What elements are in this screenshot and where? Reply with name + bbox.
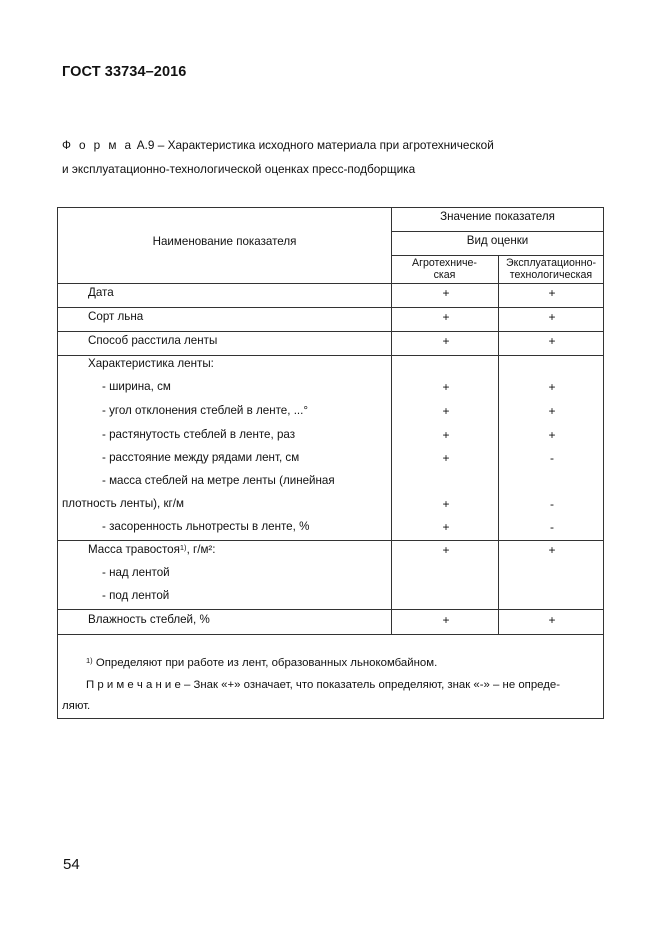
- cell-agro: +: [442, 497, 450, 511]
- row-sep: [58, 540, 604, 541]
- col-header-expl-2: технологическая: [509, 269, 593, 281]
- row-label: - масса стеблей на метре ленты (линейная: [102, 474, 335, 487]
- footnote: [86, 656, 437, 670]
- characteristics-table: [57, 207, 604, 719]
- document-header: ГОСТ 33734–2016: [62, 64, 187, 80]
- cell-agro: +: [442, 613, 450, 627]
- col-header-agro-2: ская: [433, 269, 456, 281]
- cell-expl: +: [548, 380, 556, 394]
- cell-agro: +: [442, 520, 450, 534]
- cell-agro: +: [442, 310, 450, 324]
- footnote-mark: 1): [86, 656, 93, 665]
- col-divider-kind: [498, 256, 499, 634]
- cell-agro: +: [442, 404, 450, 418]
- cell-agro: +: [442, 334, 450, 348]
- cell-expl: +: [548, 334, 556, 348]
- row-label: Дата: [88, 286, 114, 299]
- row-sep: [58, 634, 604, 635]
- cell-agro: +: [442, 286, 450, 300]
- col-header-name: Наименование показателя: [152, 235, 297, 248]
- row-label: Характеристика ленты:: [88, 357, 214, 370]
- row-label: - растянутость стеблей в ленте, раз: [102, 428, 296, 441]
- row-label: Сорт льна: [88, 310, 144, 323]
- col-header-agro: [391, 257, 498, 281]
- row-sep: [58, 609, 604, 610]
- row-label: - под лентой: [102, 589, 170, 602]
- col-header-kind: Вид оценки: [466, 234, 529, 247]
- col-header-value: Значение показателя: [440, 210, 555, 223]
- cell-expl: -: [550, 451, 554, 465]
- form-caption-number: А.9 – Характеристика исходного материала при агротехнической: [136, 138, 494, 152]
- row-sep: [58, 331, 604, 332]
- cell-expl: +: [548, 428, 556, 442]
- form-caption-lead: Ф о р м а: [62, 138, 134, 152]
- row-label: - над лентой: [102, 566, 170, 579]
- hdr-line-1: [391, 231, 604, 232]
- row-label: - засоренность льнотресты в ленте, %: [102, 520, 310, 533]
- cell-agro: +: [442, 543, 450, 557]
- note-lead: П р и м е ч а н и е: [86, 679, 181, 691]
- row-sep: [58, 307, 604, 308]
- col-header-expl: [498, 257, 604, 281]
- cell-expl: +: [548, 404, 556, 418]
- row-label-mass-text: Масса травостоя: [88, 543, 180, 556]
- row-label: Способ расстила ленты: [88, 334, 218, 347]
- table-note: [86, 678, 560, 692]
- row-label-mass: [88, 543, 216, 557]
- cell-agro: +: [442, 451, 450, 465]
- note-text: – Знак «+» означает, что показатель определяют, знак «-» – не опреде-: [183, 679, 561, 691]
- cell-agro: +: [442, 380, 450, 394]
- col-header-expl-1: Эксплуатационно-: [505, 257, 597, 269]
- hdr-line-2: [391, 255, 604, 256]
- footnote-ref: 1): [179, 543, 187, 552]
- col-header-agro-1: Агротехниче-: [412, 257, 477, 269]
- cell-expl: +: [548, 286, 556, 300]
- form-caption-line2: и эксплуатационно-технологической оценках пресс-подборщика: [62, 162, 416, 176]
- page-number: 54: [63, 856, 80, 873]
- table-note-cont: ляют.: [62, 700, 91, 712]
- footnote-text: Определяют при работе из лент, образованных льнокомбайном.: [95, 657, 438, 669]
- cell-expl: +: [548, 310, 556, 324]
- row-sep: [58, 355, 604, 356]
- row-label: - угол отклонения стеблей в ленте, ...°: [102, 404, 308, 417]
- cell-expl: -: [550, 497, 554, 511]
- hdr-line-bottom: [58, 283, 604, 284]
- form-caption: [62, 137, 494, 153]
- cell-expl: +: [548, 543, 556, 557]
- row-label: - расстояние между рядами лент, см: [102, 451, 300, 464]
- row-label: - ширина, см: [102, 380, 171, 393]
- cell-expl: -: [550, 520, 554, 534]
- cell-agro: +: [442, 428, 450, 442]
- row-label-mass-tail: , г/м²:: [186, 543, 216, 556]
- row-label: Влажность стеблей, %: [88, 613, 210, 626]
- row-label: плотность ленты), кг/м: [62, 497, 184, 510]
- cell-expl: +: [548, 613, 556, 627]
